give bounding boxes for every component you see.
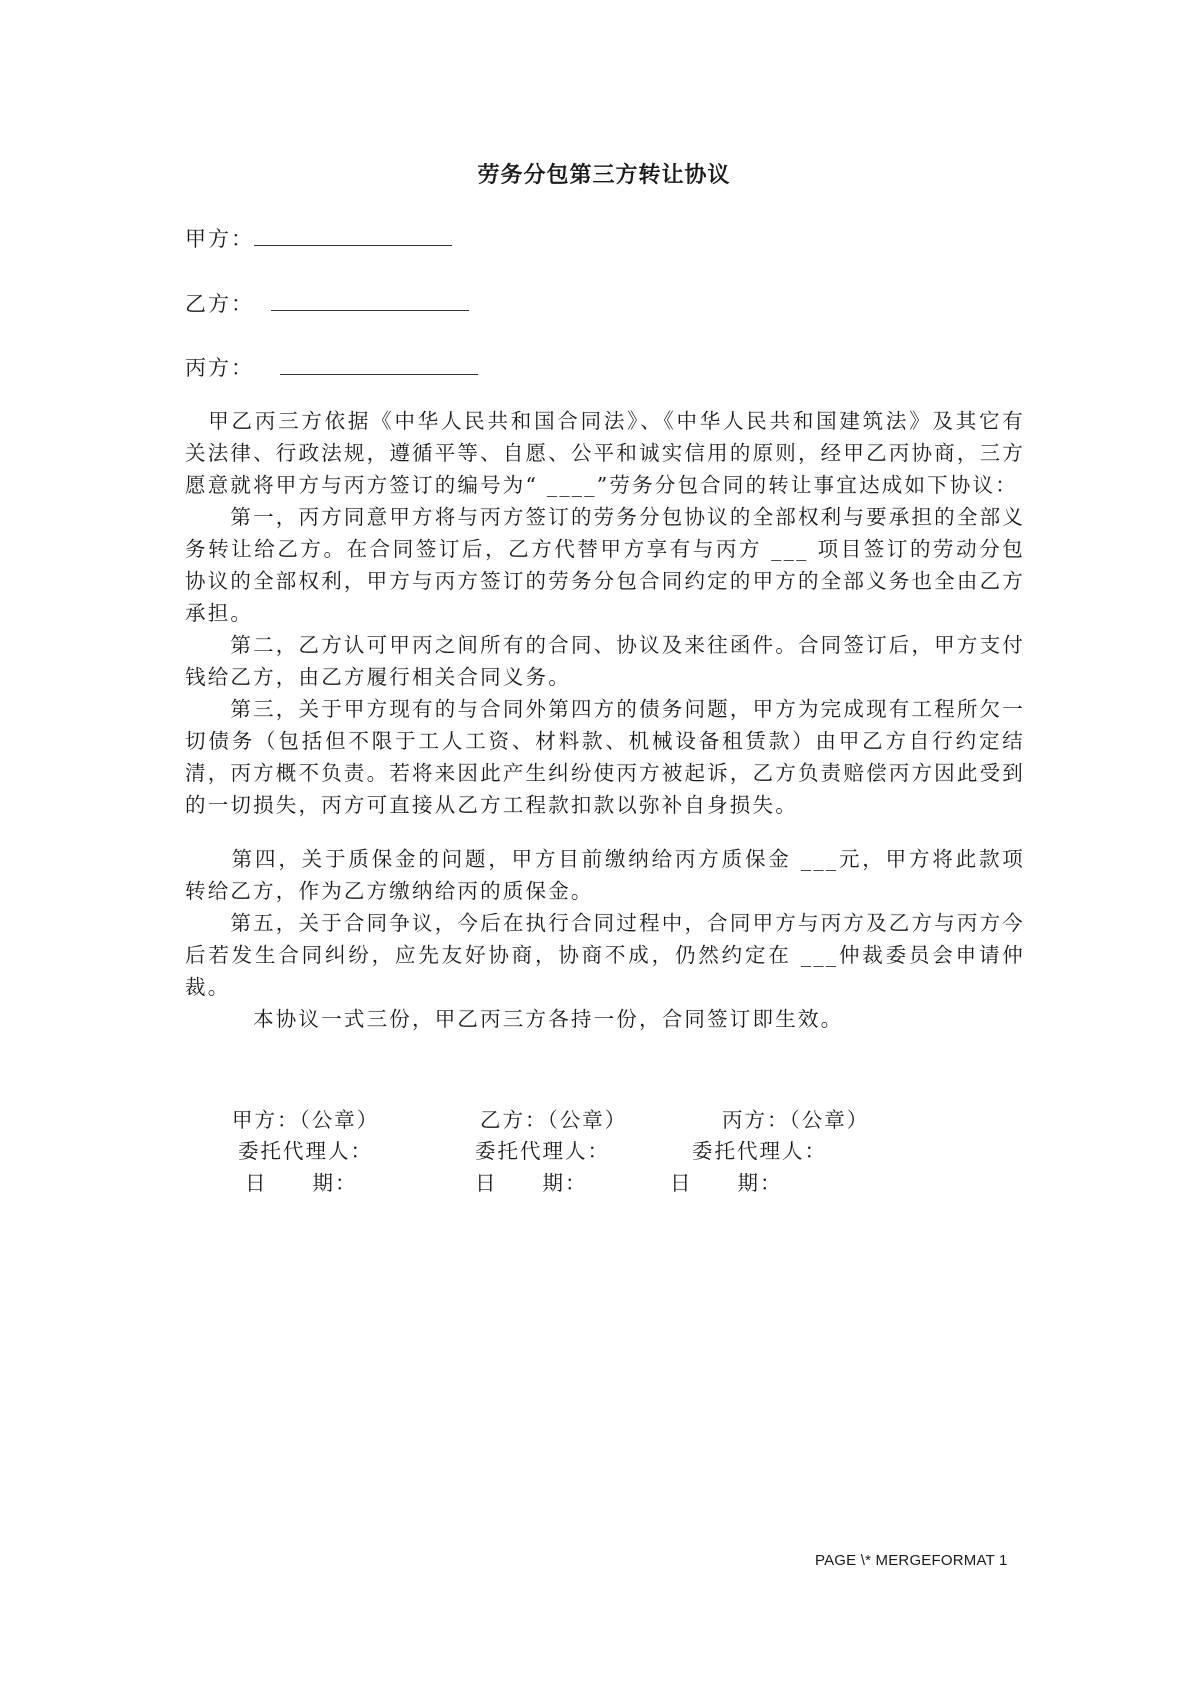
party-c-seal: 丙方：（公章） (722, 1108, 870, 1132)
clause-5-paragraph: 第五，关于合同争议，今后在执行合同过程中，合同甲方与丙方及乙方与丙方今后若发生合同纠纷，应先友好协商，协商不成，仍然约定在 ___仲裁委员会申请仲裁。 (185, 911, 1025, 999)
party-a-line (185, 223, 452, 253)
agreement-body (185, 405, 1025, 1035)
party-a-blank (254, 227, 452, 246)
clause-2-paragraph: 第二，乙方认可甲丙之间所有的合同、协议及来往函件。合同签订后，甲方支付钱给乙方，由乙方履行相关合同义务。 (185, 633, 1025, 689)
party-a-date: 日 期： (245, 1171, 358, 1195)
party-b-line (185, 288, 469, 318)
party-a-label: 甲方： (185, 227, 254, 251)
clause-3-paragraph: 第三，关于甲方现有的与合同外第四方的债务问题，甲方为完成现有工程所欠一切债务（包括但不限于工人工资、材料款、机械设备租赁款）由甲乙方自行约定结清，丙方概不负责。若将来因此产生纠纷使丙方被起诉，乙方负责赔偿丙方因此受到的一切损失，丙方可直接从乙方工程款扣款以弥补自身损失。 (185, 697, 1025, 817)
party-c-label: 丙方： (185, 356, 254, 380)
preamble-paragraph: 甲乙丙三方依据《中华人民共和国合同法》、《中华人民共和国建筑法》及其它有关法律、行政法规，遵循平等、自愿、公平和诚实信用的原则，经甲乙丙协商，三方愿意就将甲方与丙方签订的编号为“ ____”劳务分包合同的转让事宜达成如下协议： (185, 409, 1025, 497)
party-c-blank (280, 356, 478, 375)
party-a-agent: 委托代理人： (238, 1139, 373, 1163)
clause-1-paragraph: 第一，丙方同意甲方将与丙方签订的劳务分包协议的全部权利与要承担的全部义务转让给乙方。在合同签订后，乙方代替甲方享有与丙方 ___ 项目签订的劳动分包协议的全部权利，甲方与丙方签订的劳务分包合同约定的甲方的全部义务也全由乙方承担。 (185, 505, 1025, 625)
document-title: 劳务分包第三方转让协议 (477, 163, 731, 188)
party-b-blank (271, 292, 469, 311)
validity-paragraph: 本协议一式三份，甲乙丙三方各持一份，合同签订即生效。 (185, 1007, 844, 1031)
party-a-seal: 甲方：（公章） (232, 1108, 380, 1132)
paragraph-gap (185, 821, 1025, 843)
party-c-date: 日 期： (670, 1171, 783, 1195)
page-footer-field: PAGE \* MERGEFORMAT 1 (815, 1552, 1008, 1569)
party-b-seal: 乙方：（公章） (480, 1108, 628, 1132)
party-c-line (185, 352, 478, 382)
party-b-agent: 委托代理人： (475, 1139, 610, 1163)
party-b-label: 乙方： (185, 292, 254, 316)
clause-4-paragraph: 第四，关于质保金的问题，甲方目前缴纳给丙方质保金 ___元，甲方将此款项转给乙方，作为乙方缴纳给丙的质保金。 (185, 847, 1025, 903)
party-c-agent: 委托代理人： (692, 1139, 827, 1163)
party-b-date: 日 期： (475, 1171, 588, 1195)
